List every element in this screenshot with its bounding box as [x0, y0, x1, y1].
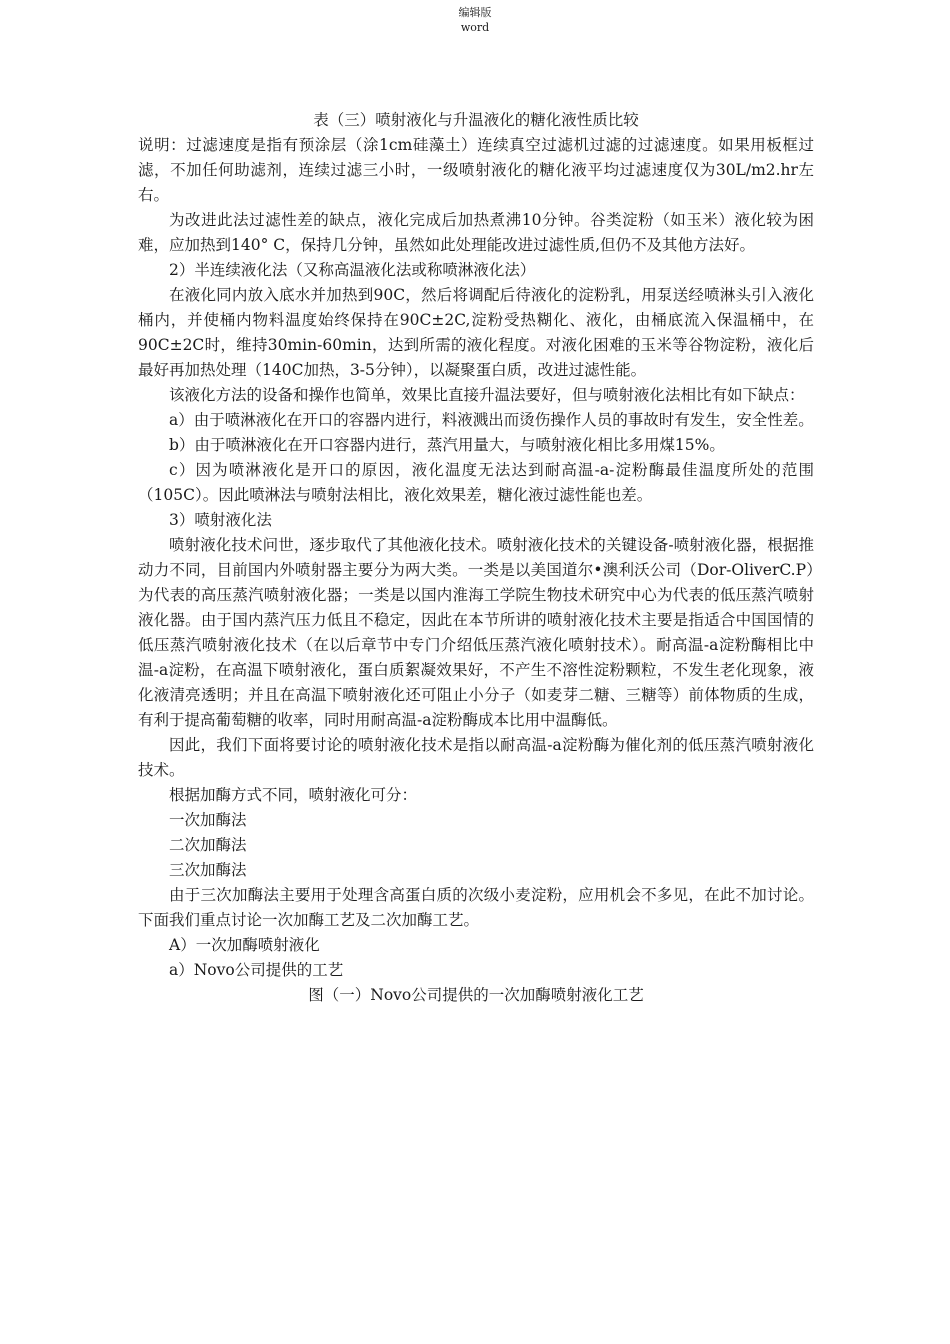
subsection-novo-process: a）Novo公司提供的工艺 [169, 961, 344, 979]
method-item-1: 一次加酶法 [169, 811, 247, 829]
section-heading-semi-continuous: 2）半连续液化法（又称高温液化法或称喷淋液化法） [169, 261, 536, 279]
therefore-paragraph: 因此，我们下面将要讨论的喷射液化技术是指以耐高温-a淀粉酶为催化剂的低压蒸汽喷射液化技术。 [138, 736, 814, 779]
drawback-b: b）由于喷淋液化在开口容器内进行，蒸汽用量大，与喷射液化相比多用煤15%。 [169, 436, 725, 454]
drawback-c: c）因为喷淋液化是开口的原因，液化温度无法达到耐高温-a-淀粉酶最佳温度所处的范围（105C）。因此喷淋法与喷射法相比，液化效果差，糖化液过滤性能也差。 [138, 461, 814, 504]
classification-paragraph: 根据加酶方式不同，喷射液化可分： [169, 786, 418, 804]
drawback-a: a）由于喷淋液化在开口的容器内进行，料液溅出而烫伤操作人员的事故时有发生，安全性差。 [169, 411, 814, 429]
header-label: 编辑版 [458, 6, 492, 19]
header-sublabel: word [460, 21, 490, 34]
improvement-paragraph: 为改进此法过滤性差的缺点，液化完成后加热煮沸10分钟。谷类淀粉（如玉米）液化较为困难，应加热到140° C，保持几分钟，虽然如此处理能改进过滤性质,但仍不及其他方法好。 [138, 211, 814, 254]
figure-title: 图（一）Novo公司提供的一次加酶喷射液化工艺 [308, 986, 644, 1004]
section-heading-single-enzyme: A）一次加酶喷射液化 [169, 936, 320, 954]
semi-continuous-description: 在液化同内放入底水并加热到90C，然后将调配后待液化的淀粉乳，用泵送经喷淋头引入液化桶内，并使桶内物料温度始终保持在90C±2C,淀粉受热糊化、液化，由桶底流入保温桶中，在90C±2C时，维持30min-60min，达到所需的液化程度。对液化困难的玉米等谷物淀粉，液化后最好再加热处理（140C加热，3-5分钟），以凝聚蛋白质，改进过滤性能。 [138, 286, 814, 379]
document-body [138, 108, 814, 1008]
jet-description: 喷射液化技术问世，逐步取代了其他液化技术。喷射液化技术的关键设备-喷射液化器，根据推动力不同，目前国内外喷射器主要分为两大类。一类是以美国道尔•澳利沃公司（Dor-OliverC.P）为代表的高压蒸汽喷射液化器；一类是以国内淮海工学院生物技术研究中心为代表的低压蒸汽喷射液化器。由于国内蒸汽压力低且不稳定，因此在本节所讲的喷射液化技术主要是指适合中国国情的低压蒸汽喷射液化技术（在以后章节中专门介绍低压蒸汽液化喷射技术）。耐高温-a淀粉酶相比中温-a淀粉，在高温下喷射液化，蛋白质絮凝效果好，不产生不溶性淀粉颗粒，不发生老化现象，液化液清亮透明；并且在高温下喷射液化还可阻止小分子（如麦芽二糖、三糖等）前体物质的生成，有利于提高葡萄糖的收率，同时用耐高温-a淀粉酶成本比用中温酶低。 [138, 536, 814, 729]
page-header [0, 5, 950, 35]
table-title: 表（三）喷射液化与升温液化的糖化液性质比较 [313, 111, 639, 129]
method-item-3: 三次加酶法 [169, 861, 247, 879]
section-heading-jet: 3）喷射液化法 [169, 511, 272, 529]
semi-continuous-evaluation: 该液化方法的设备和操作也简单，效果比直接升温法要好，但与喷射液化法相比有如下缺点： [169, 386, 805, 404]
method-item-2: 二次加酶法 [169, 836, 247, 854]
note-paragraph: 说明：过滤速度是指有预涂层（涂1cm硅藻土）连续真空过滤机过滤的过滤速度。如果用板框过滤，不加任何助滤剂，连续过滤三小时，一级喷射液化的糖化液平均过滤速度仅为30L/m2.hr左右。 [138, 136, 814, 204]
third-method-note: 由于三次加酶法主要用于处理含高蛋白质的次级小麦淀粉，应用机会不多见，在此不加讨论。下面我们重点讨论一次加酶工艺及二次加酶工艺。 [138, 886, 814, 929]
